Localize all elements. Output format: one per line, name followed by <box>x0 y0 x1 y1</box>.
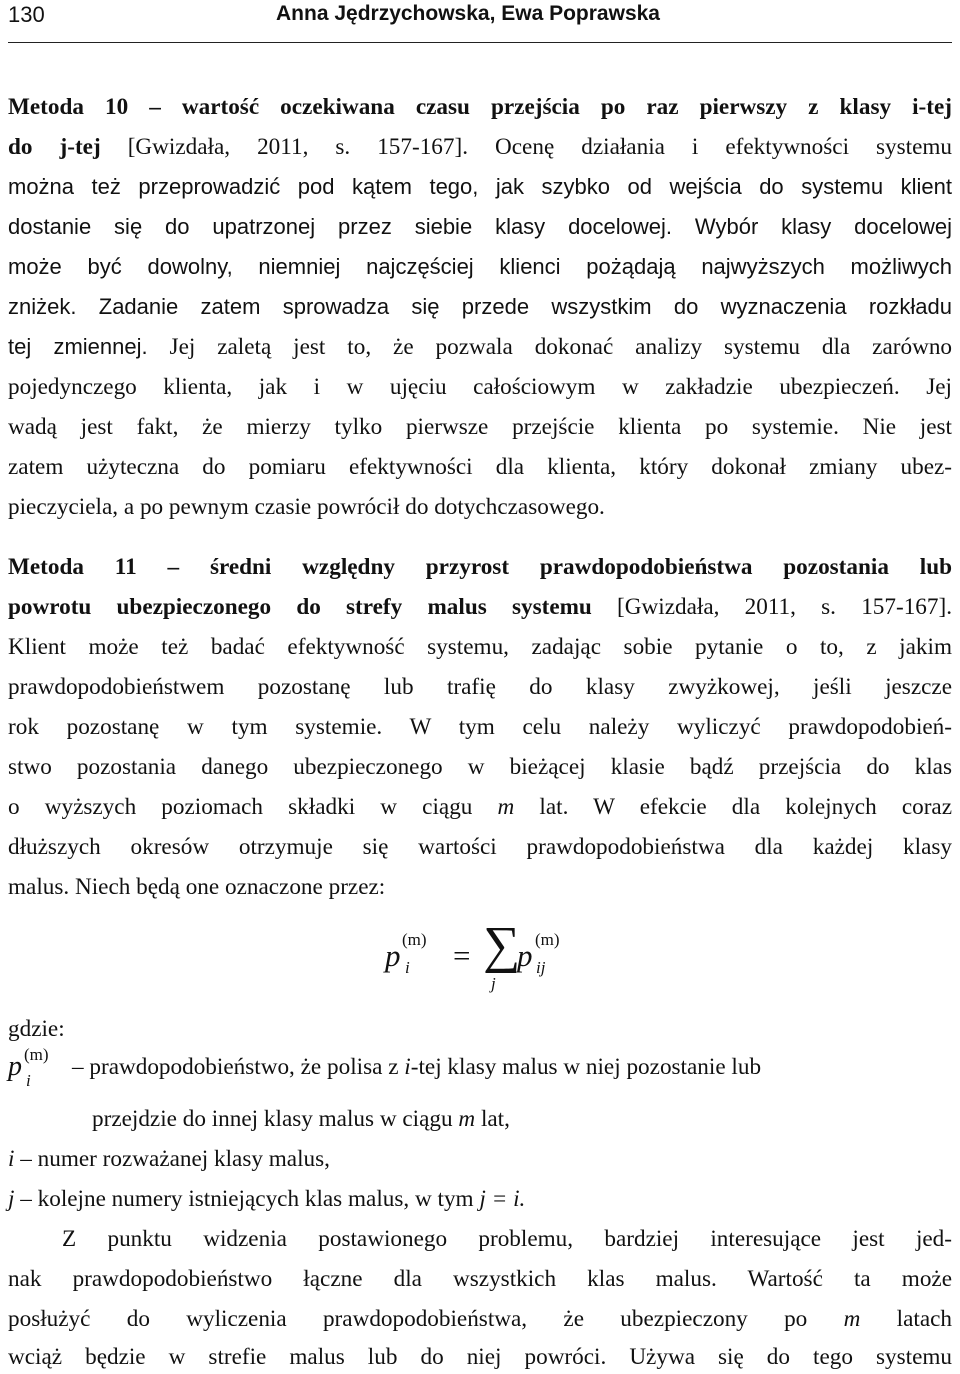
body-text: [Gwizdała, 2011, s. 157-167]. Ocenę działania i efektywności systemu <box>127 134 953 160</box>
def-p-line-1 <box>72 1050 952 1084</box>
method-11-heading: Metoda 11 – średni względny przyrost prawdopodobieństwa pozostania lub <box>8 554 952 580</box>
body-text: – prawdopodobieństwo, że polisa z <box>72 1054 399 1080</box>
body-line: wadą jest fakt, że mierzy tylko pierwsze przejście klienta po systemie. Nie jest <box>8 414 952 440</box>
p-symbol <box>8 1047 78 1097</box>
body-text: posłużyć do wyliczenia prawdopodobieństwa, że ubezpieczony po <box>8 1306 808 1332</box>
body-line: pieczyciela, a po pewnym czasie powrócił do dotychczasowego. <box>8 494 605 520</box>
formula-rhs: p <box>517 938 533 973</box>
definitions-label: gdzie: <box>8 1016 65 1042</box>
body-line: pojedynczego klienta, jak i w ujęciu całościowym w zakładzie ubezpieczeń. Jej <box>8 374 952 400</box>
body-text: tej zmiennej. <box>8 334 148 359</box>
variable-m: m <box>497 794 515 820</box>
body-text: latach <box>896 1306 952 1332</box>
def-i-line <box>8 1142 952 1176</box>
def-p-line-2 <box>92 1102 952 1136</box>
variable-j: j <box>8 1186 15 1212</box>
method-10-heading: Metoda 10 – wartość oczekiwana czasu przejścia po raz pierwszy z klasy i-tej <box>8 94 952 120</box>
formula-lhs-sub: i <box>405 958 410 977</box>
body-line: zatem użyteczna do pomiaru efektywności dla klienta, który dokonał zmiany ubez- <box>8 454 952 480</box>
body-line: stwo pozostania danego ubezpieczonego w bieżącej klasie bądź przejścia do klas <box>8 754 952 780</box>
variable-i: i <box>8 1146 15 1172</box>
formula-rhs-sup: (m) <box>535 930 560 949</box>
body-line: dłuższych okresów otrzymuje się wartości prawdopodobieństwa dla każdej klasy <box>8 834 952 860</box>
def-j-line <box>8 1182 952 1216</box>
body-line: można też przeprowadzić pod kątem tego, jak szybko od wejścia do systemu klient <box>8 174 952 199</box>
page-header <box>8 0 952 43</box>
body-line: dostanie się do upatrzonej przez siebie klasy docelowej. Wybór klasy docelowej <box>8 214 952 239</box>
p-symbol-letter: p <box>8 1051 22 1082</box>
body-line <box>8 130 952 164</box>
equation-j-eq-i: j = i. <box>479 1186 526 1212</box>
body-line: wciąż będzie w strefie malus lub do niej powróci. Używa się do tego systemu <box>8 1344 952 1370</box>
p-symbol-sub: i <box>26 1071 31 1090</box>
page-number: 130 <box>8 2 45 27</box>
body-line: malus. Niech będą one oznaczone przez: <box>8 874 386 900</box>
body-text: [Gwizdała, 2011, s. 157-167]. <box>617 594 952 620</box>
formula-rhs-sub: ij <box>536 958 546 977</box>
method-10-heading-cont: do j-tej <box>8 134 101 160</box>
body-text: -tej klasy malus w niej pozostanie lub <box>410 1054 762 1080</box>
body-line <box>8 790 952 824</box>
formula-lhs: p <box>385 938 401 973</box>
variable-m: m <box>843 1306 861 1332</box>
body-line: Klient może też badać efektywność systemu, zadając sobie pytanie o to, z jakim <box>8 634 952 660</box>
formula <box>385 916 585 1006</box>
body-line <box>8 330 952 364</box>
body-text: o wyższych poziomach składki w ciągu <box>8 794 473 820</box>
body-line: Z punktu widzenia postawionego problemu, bardziej interesujące jest jed- <box>62 1226 952 1252</box>
variable-i: i <box>404 1054 411 1080</box>
body-text: lat. W efekcie dla kolejnych coraz <box>539 794 953 820</box>
p-symbol-sup: (m) <box>24 1045 49 1064</box>
body-line <box>8 1302 952 1336</box>
body-text: – kolejne numery istniejących klas malus, w tym <box>20 1186 474 1212</box>
formula-equals: = <box>453 938 471 973</box>
formula-sum-sign: ∑ <box>483 917 521 974</box>
body-text: przejdzie do innej klasy malus w ciągu <box>92 1106 453 1132</box>
running-title: Anna Jędrzychowska, Ewa Poprawska <box>276 2 660 25</box>
formula-lhs-sup: (m) <box>402 930 427 949</box>
body-line: może być dowolny, niemniej najczęściej klienci pożądają najwyższych możliwych <box>8 254 952 279</box>
body-line: rok pozostanę w tym systemie. W tym celu należy wyliczyć prawdopodobień- <box>8 714 952 740</box>
body-text: lat, <box>480 1106 510 1132</box>
variable-m: m <box>458 1106 476 1132</box>
body-line: zniżek. Zadanie zatem sprowadza się przede wszystkim do wyznaczenia rozkładu <box>8 294 952 319</box>
body-line <box>8 590 952 624</box>
method-11-heading-cont: powrotu ubezpieczonego do strefy malus systemu <box>8 594 592 620</box>
body-text: Jej zaletą jest to, że pozwala dokonać analizy systemu dla zarówno <box>169 334 952 360</box>
body-text: – numer rozważanej klasy malus, <box>20 1146 330 1172</box>
body-line: nak prawdopodobieństwo łączne dla wszystkich klas malus. Wartość ta może <box>8 1266 952 1292</box>
formula-sum-index: j <box>491 974 496 993</box>
body-line: prawdopodobieństwem pozostanę lub trafię do klasy zwyżkowej, jeśli jeszcze <box>8 674 952 700</box>
